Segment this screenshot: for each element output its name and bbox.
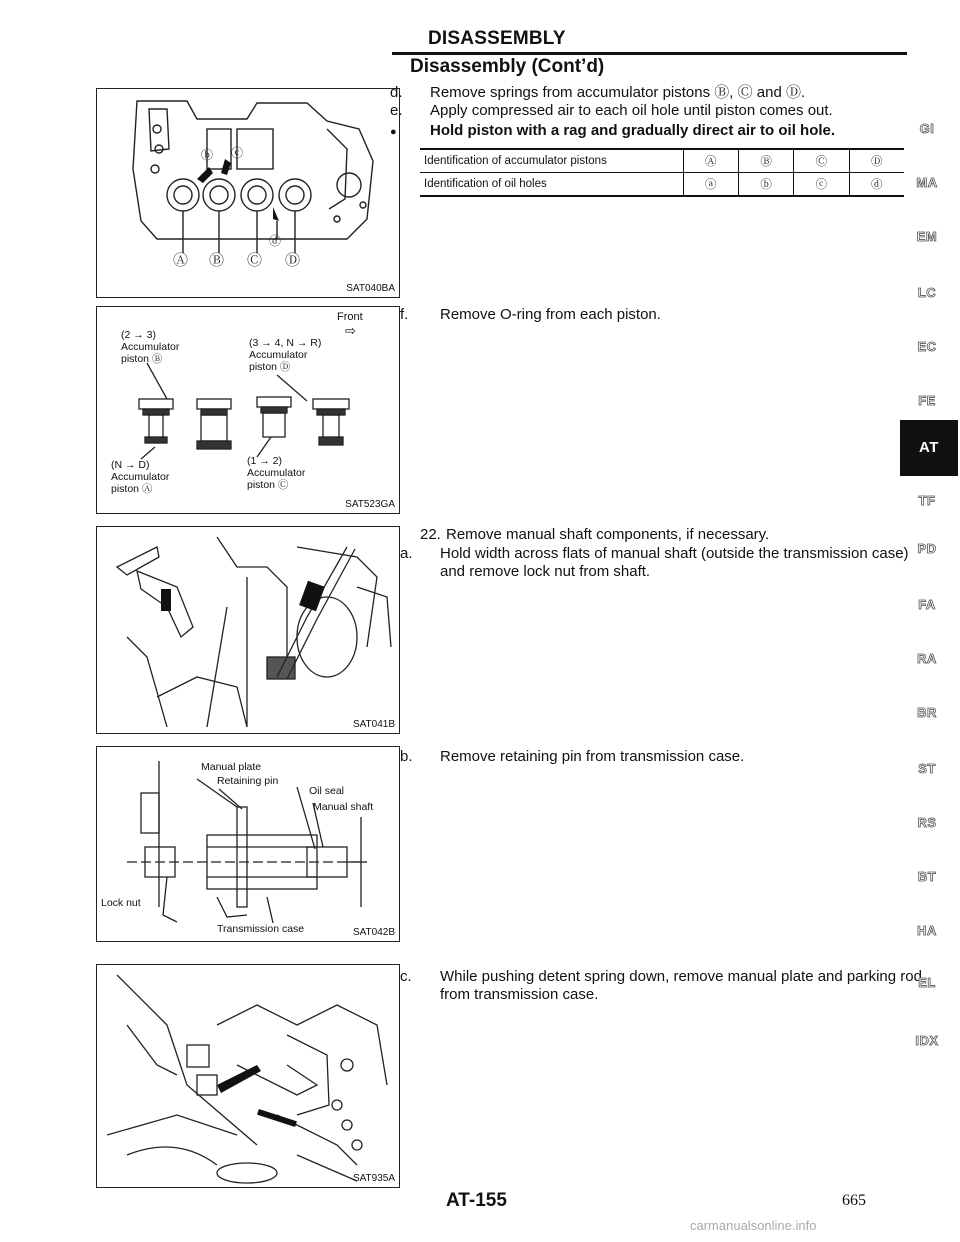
step-label: c. xyxy=(400,968,412,985)
table-row xyxy=(420,173,904,197)
step-text: Hold piston with a rag and gradually direct air to oil hole. xyxy=(430,122,836,139)
identification-table xyxy=(420,148,904,197)
step-label: d. xyxy=(390,84,403,101)
step-a xyxy=(400,545,916,581)
tab-pd[interactable]: PD xyxy=(917,541,937,556)
tab-st[interactable]: ST xyxy=(918,761,936,776)
figure-code: SAT041B xyxy=(352,719,395,730)
label-accumulator-b: (2 → 3) Accumulator piston Ⓑ xyxy=(121,329,180,365)
step-text: Apply compressed air to each oil hole until piston comes out. xyxy=(430,102,833,119)
figure-code: SAT935A xyxy=(352,1173,395,1184)
tab-rs[interactable]: RS xyxy=(917,815,937,830)
table-cell: ⓐ xyxy=(683,173,738,197)
label-accumulator-a: (N → D) Accumulator piston Ⓐ xyxy=(111,459,170,495)
tab-fe[interactable]: FE xyxy=(918,393,936,408)
step-text: Remove retaining pin from transmission case. xyxy=(440,748,745,765)
table-cell: ⓓ xyxy=(849,173,904,197)
table-cell: Ⓑ xyxy=(738,149,793,173)
tab-bt[interactable]: BT xyxy=(917,869,937,884)
label-accumulator-d: (3 → 4, N → R) Accumulator piston Ⓓ xyxy=(249,337,322,373)
table-cell: ⓒ xyxy=(794,173,849,197)
step-22 xyxy=(420,526,900,544)
watermark: carmanualsonline.info xyxy=(690,1218,817,1233)
label-manual-plate: Manual plate xyxy=(201,761,262,773)
label-piston-d: Ⓓ xyxy=(285,252,301,269)
lock-nut-drawing xyxy=(97,527,400,734)
table-cell: Ⓒ xyxy=(794,149,849,173)
tab-el[interactable]: EL xyxy=(918,975,936,990)
label-oil-hole-d: ⓓ xyxy=(269,234,282,248)
label-front: Front xyxy=(337,311,363,323)
step-label: f. xyxy=(400,306,409,323)
tab-gi[interactable]: GI xyxy=(919,121,935,136)
table-cell: Ⓓ xyxy=(849,149,904,173)
tab-idx[interactable]: IDX xyxy=(915,1033,939,1048)
figure-pistons-identification xyxy=(96,306,400,514)
tab-br[interactable]: BR xyxy=(917,705,937,720)
step-bullet xyxy=(390,122,930,141)
step-text: Remove springs from accumulator pistons Ⓑ, Ⓒ and Ⓓ. xyxy=(430,84,806,101)
figure-manual-plate-removal xyxy=(96,964,400,1188)
table-row-label: Identification of oil holes xyxy=(420,173,683,197)
label-piston-c: Ⓒ xyxy=(247,252,263,269)
label-piston-a: Ⓐ xyxy=(173,252,189,269)
label-lock-nut: Lock nut xyxy=(101,897,141,909)
step-e xyxy=(390,102,925,120)
label-oil-hole-b: ⓑ xyxy=(201,148,214,162)
header-rule xyxy=(392,52,907,55)
figure-accumulator-location xyxy=(96,88,400,298)
front-arrow: ⇨ xyxy=(345,323,356,338)
step-text: Remove manual shaft components, if necessary. xyxy=(446,526,770,543)
tab-fa[interactable]: FA xyxy=(918,597,936,612)
label-oil-seal: Oil seal xyxy=(309,785,345,797)
figure-code: SAT042B xyxy=(352,927,395,938)
step-label: b. xyxy=(400,748,413,765)
step-text: Remove O-ring from each piston. xyxy=(440,306,661,323)
tab-tf[interactable]: TF xyxy=(918,493,936,508)
figure-code: SAT523GA xyxy=(345,499,395,510)
tab-ec[interactable]: EC xyxy=(917,339,937,354)
tab-ra[interactable]: RA xyxy=(917,651,937,666)
figure-code: SAT040BA xyxy=(346,283,395,294)
bullet-icon: ● xyxy=(390,126,397,138)
page-subtitle: Disassembly (Cont’d) xyxy=(410,56,605,77)
tab-ha[interactable]: HA xyxy=(917,923,937,938)
label-oil-hole-c: ⓒ xyxy=(231,146,244,160)
table-row xyxy=(420,149,904,173)
label-accumulator-c: (1 → 2) Accumulator piston Ⓒ xyxy=(247,455,306,491)
section-title: DISASSEMBLY xyxy=(428,28,566,49)
table-cell: Ⓐ xyxy=(683,149,738,173)
label-transmission-case: Transmission case xyxy=(217,923,305,935)
step-b xyxy=(400,748,920,766)
table-row-label: Identification of accumulator pistons xyxy=(420,149,683,173)
label-manual-shaft: Manual shaft xyxy=(313,801,374,813)
tab-ma[interactable]: MA xyxy=(916,175,938,190)
page-code: AT-155 xyxy=(446,1190,507,1211)
label-piston-b: Ⓑ xyxy=(209,252,225,269)
step-label: 22. xyxy=(420,526,441,543)
tab-em[interactable]: EM xyxy=(916,229,938,244)
manual-plate-drawing xyxy=(97,965,400,1188)
step-label: e. xyxy=(390,102,403,119)
step-f xyxy=(400,306,920,324)
figure-manual-shaft-diagram xyxy=(96,746,400,942)
label-retaining-pin: Retaining pin xyxy=(217,775,279,787)
page-number: 665 xyxy=(842,1192,866,1209)
tab-at[interactable]: AT xyxy=(900,420,958,476)
step-label: a. xyxy=(400,545,413,562)
step-text: Hold width across flats of manual shaft (outside the transmission case) and remove lock nut from shaft. xyxy=(440,545,909,580)
tab-lc[interactable]: LC xyxy=(917,285,937,300)
step-text: While pushing detent spring down, remove manual plate and parking rod from transmission case. xyxy=(440,968,922,1003)
step-d xyxy=(390,84,925,102)
step-c xyxy=(400,968,926,1004)
table-cell: ⓑ xyxy=(738,173,793,197)
figure-lock-nut-removal xyxy=(96,526,400,734)
